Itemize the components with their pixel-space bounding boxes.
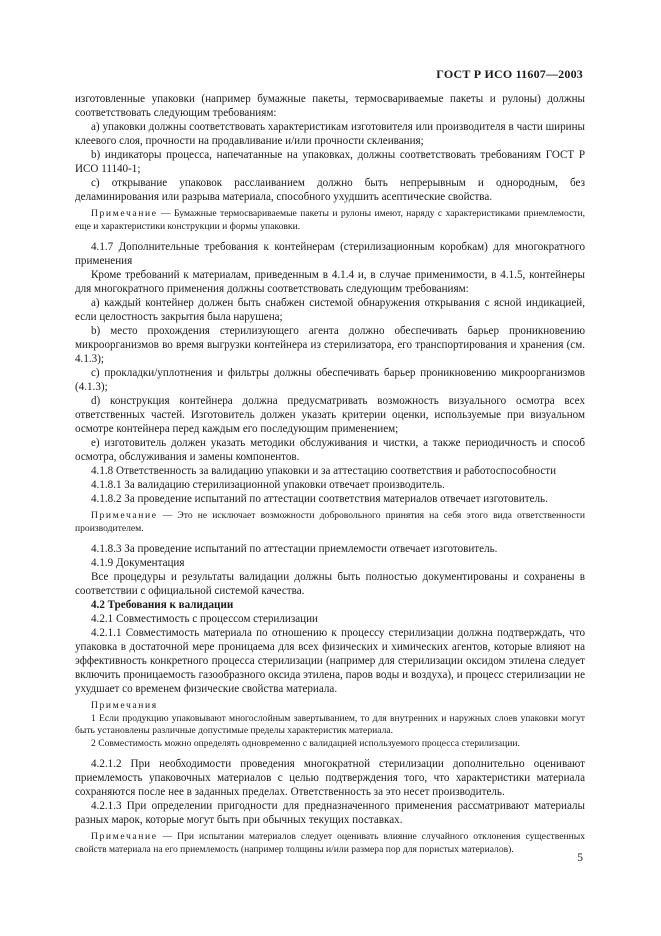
note-item: 2 Совместимость можно определять одновременно с валидацией используемого процесса стерилизации. — [91, 737, 520, 749]
paragraph: Кроме требований к материалам, приведенным в 4.1.4 и, в случае применимости, в 4.1.5, контейнеры для многократного применения должны соответствовать следующим требованиям: — [75, 269, 585, 295]
note-label: Примечание — [91, 208, 158, 219]
paragraph: Все процедуры и результаты валидации должны быть полностью документированы и сохранены в соответствии с официальной системой качества. — [75, 571, 585, 597]
note-label: Примечание — [91, 510, 158, 521]
list-item: a) упаковки должны соответствовать характеристикам изготовителя или производителя в части ширины клеевого слоя, прочности на продавливание и/или прочности склеивания; — [75, 121, 585, 147]
paragraph: изготовленные упаковки (например бумажные пакеты, термосвариваемые пакеты и рулоны) должны соответствовать следующим требованиям: — [75, 93, 585, 119]
page-header: ГОСТ Р ИСО 11607—2003 — [436, 67, 583, 81]
paragraph: 4.2.1.3 При определении пригодности для предназначенного применения рассматривают материалы разных марок, которые могут быть при обычных текущих поставках. — [75, 800, 585, 826]
paragraph: 4.1.8.2 За проведение испытаний по аттестации соответствия материалов отвечает изготовитель. — [91, 493, 548, 505]
list-item: a) каждый контейнер должен быть снабжен системой обнаружения открывания с ясной индикацией, если целостность закрытия была нарушена; — [75, 297, 585, 323]
list-item: c) прокладки/уплотнения и фильтры должны обеспечивать барьер проникновению микроорганизмов (4.1.3); — [75, 367, 585, 393]
notes-label: Примечания — [91, 700, 158, 711]
paragraph: 4.1.8.1 За валидацию стерилизационной упаковки отвечает производитель. — [91, 479, 445, 491]
note — [75, 831, 585, 856]
list-item: d) конструкция контейнера должна предусматривать возможность визуального осмотра всех ответственных частей. Изготовитель должен указать критерии оценки, используемые при визуальном осмотре контейнера перед каждым его последующим применением; — [75, 395, 585, 435]
section-title: 4.1.8 Ответственность за валидацию упаковки и за аттестацию соответствия и работоспособности — [91, 465, 557, 477]
note-text: — Бумажные термосвариваемые пакеты и рулоны имеют, наряду с характеристиками приемлемости, еще и характеристики конструкции и формы упаковки. — [75, 208, 585, 232]
list-item: c) открывание упаковок расслаиванием должно быть непрерывным и однородным, без деламинирования или разрыва материала, способного ухудшить асептические свойства. — [75, 177, 585, 203]
section-title: 4.2.1 Совместимость с процессом стерилизации — [91, 613, 318, 625]
note-label: Примечание — [91, 831, 158, 842]
paragraph: 4.2.1.2 При необходимости проведения многократной стерилизации дополнительно оценивают приемлемость упаковочных материалов с целью подтверждения того, что характеристики материала сохраняются после нее в заданных пределах. Ответственность за это несет производитель. — [75, 758, 585, 798]
section-title: 4.1.7 Дополнительные требования к контейнерам (стерилизационным коробкам) для многократного применения — [75, 241, 585, 267]
list-item: e) изготовитель должен указать методики обслуживания и чистки, а также периодичность и способ осмотра, обслуживания и замены компонентов. — [75, 437, 585, 463]
note — [75, 208, 585, 233]
paragraph: 4.2.1.1 Совместимость материала по отношению к процессу стерилизации должна подтверждать, что упаковка в достаточной мере проницаема для всех физических и химических агентов, которые влияют на эффективность конкретного процесса стерилизации (например для стерилизации оксидом этилена следует включить проницаемость газообразного оксида этилена, паров воды и воздуха), и процесс стерилизации не ухудшает со временем физические свойства материала. — [75, 627, 585, 695]
document-body — [75, 92, 585, 856]
section-heading: 4.2 Требования к валидации — [91, 599, 234, 611]
list-item: b) место прохождения стерилизующего агента должно обеспечивать барьер проникновению микроорганизмов во время выгрузки контейнера из стерилизатора, его транспортирования и хранения (см. 4.1.3); — [75, 325, 585, 365]
page-number: 5 — [577, 852, 583, 864]
note-text: — При испытании материалов следует оценивать влияние случайного отклонения существенных свойств материала на его приемлемость (например толщины и/или размера пор для пористых материалов). — [75, 831, 585, 855]
paragraph: 4.1.8.3 За проведение испытаний по аттестации приемлемости отвечает изготовитель. — [91, 543, 498, 555]
section-title: 4.1.9 Документация — [91, 557, 185, 569]
note — [75, 510, 585, 535]
note-item: 1 Если продукцию упаковывают многослойным завертыванием, то для внутренних и наружных слоев упаковки могут быть установлены различные допустимые пределы характеристик материала. — [75, 712, 585, 736]
note-text: — Это не исключает возможности добровольного принятия на себя этого вида ответственности производителем. — [75, 510, 585, 534]
list-item: b) индикаторы процесса, напечатанные на упаковках, должны соответствовать требованиям ГОСТ Р ИСО 11140-1; — [75, 149, 585, 175]
